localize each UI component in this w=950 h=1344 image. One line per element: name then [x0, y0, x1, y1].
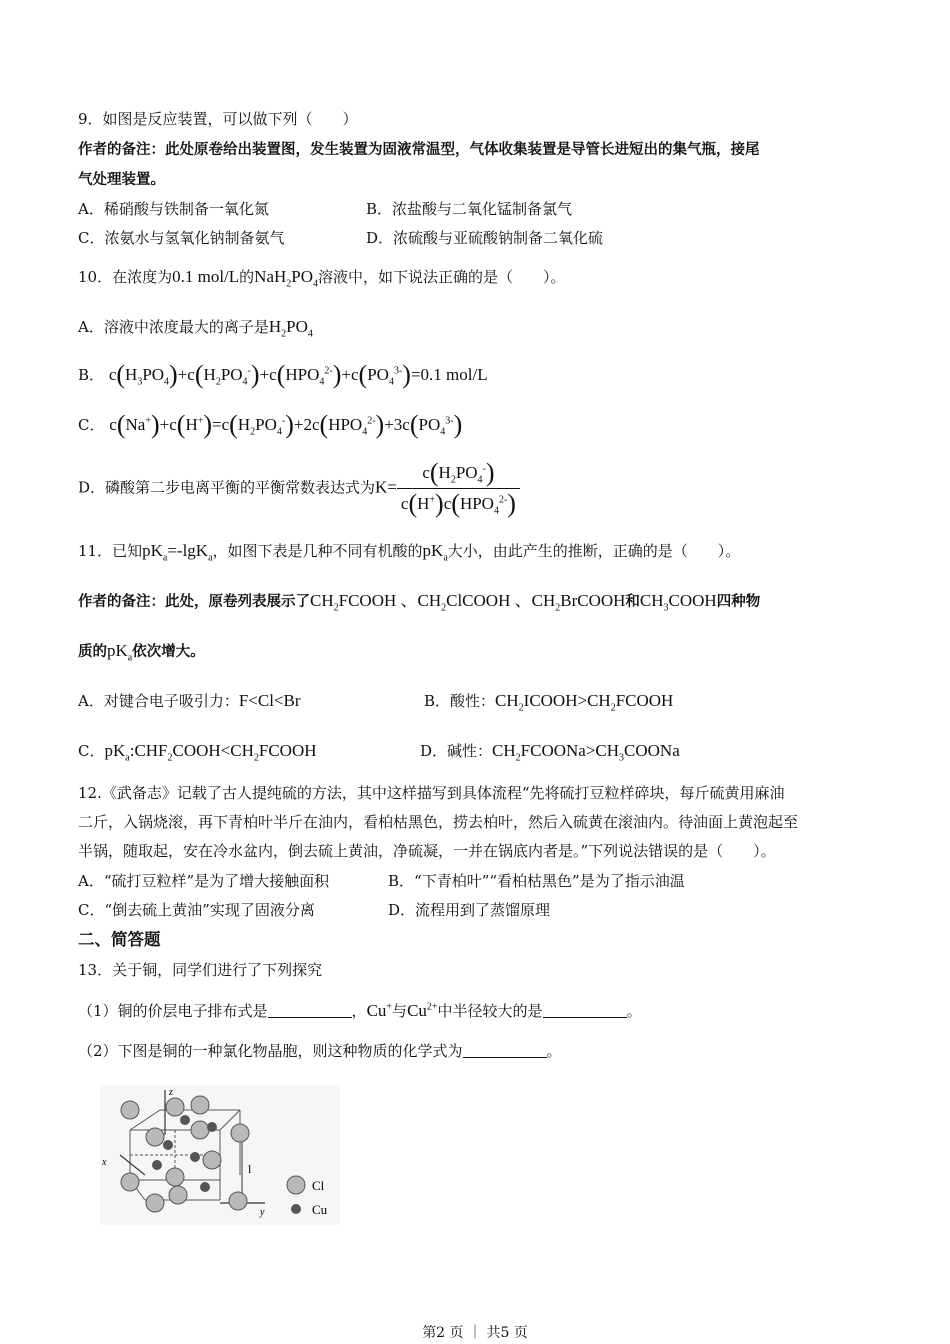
q10-stem-post: 溶液中，如下说法正确的是（ ）。 — [318, 268, 566, 286]
q13-part2-pre: （2）下图是铜的一种氯化物晶胞，则这种物质的化学式为 — [78, 1042, 463, 1060]
answer-blank-1[interactable] — [268, 1003, 352, 1018]
q10-option-c-equation: $c(Na^+)+c(H^+)=c(H_2PO_4^-)+2c(HPO_4^{2-})+3c(PO_4^{3-})$ — [109, 410, 463, 439]
q10-option-d — [78, 460, 520, 517]
section-title: 二、简答题 — [78, 930, 161, 949]
q9-note-line1: 作者的备注：此处原卷给出装置图，发生装置为固液常温型，气体收集装置是导管长进短出的集气瓶，接尾 — [78, 141, 760, 158]
q10-option-b-equation: $c(H_3PO_4)+c(H_2PO_4^-)+c(HPO_4^{2-})+c(PO_4^{3-})$ — [108, 360, 411, 389]
q12-option-a: A．“硫打豆粒样”是为了增大接触面积 — [78, 872, 330, 890]
cu-plus: Cu+ — [366, 1001, 393, 1020]
q10-stem — [78, 266, 566, 288]
q10-option-c-label: C． — [78, 416, 105, 434]
q11-note-line1 — [78, 590, 760, 613]
q11-option-c-label: C． — [78, 742, 105, 760]
answer-blank-2[interactable] — [543, 1003, 627, 1018]
edge-length-label: l — [248, 1162, 252, 1176]
q13-part1-and: 与 — [392, 1002, 408, 1020]
q13-part1-mid: ， — [351, 1002, 367, 1020]
q10-stem-mid: 的 — [239, 268, 255, 286]
axis-y-label: y — [260, 1207, 265, 1218]
q10-formula: $NaH_2PO_4$ — [254, 267, 319, 290]
cu-2plus: $Cu^{2+}$ — [407, 1001, 438, 1020]
q10-option-d-text: D．磷酸第二步电离平衡的平衡常数表达式为 — [78, 478, 376, 497]
page-footer: 第2 页 ｜ 共5 页 — [422, 1325, 528, 1341]
q10-k-symbol: K= — [375, 477, 397, 497]
q11-note2-post: 依次增大。 — [132, 643, 205, 660]
q12-line3: 半锅，随取起，安在冷水盆内，倒去硫上黄油，净硫凝，一并在锅底内者是。”下列说法错误的是（ ）。 — [78, 842, 776, 860]
q11-option-a-label: A．对键合电子吸引力： — [78, 692, 239, 710]
q11-note-pre: 作者的备注：此处，原卷列表展示了 — [78, 593, 310, 610]
q9-stem: 9．如图是反应装置，可以做下列（ ） — [78, 110, 358, 128]
legend-cu-label: Cu — [312, 1202, 328, 1217]
q11-note-and: 和 — [625, 593, 640, 610]
crystal-cell-figure — [100, 1085, 360, 1225]
axis-x-label: x — [102, 1157, 107, 1168]
q13-part1-pre: （1）铜的价层电子排布式是 — [78, 1002, 268, 1020]
q13-stem: 13．关于铜，同学们进行了下列探究 — [78, 961, 323, 979]
q10-option-b-tail: =0.1 mol/L — [410, 365, 488, 384]
q12-line2: 二斤，入锅烧滚，再下青柏叶半斤在油内，看柏枯黑色，捞去柏叶，然后入硫黄在滚油内。待油面上黄泡起至 — [78, 813, 799, 831]
q11-option-d-label: D．碱性： — [420, 742, 493, 760]
q12-option-b: B．“下青柏叶”“看柏枯黑色”是为了指示油温 — [388, 872, 685, 890]
q13-part2-end: 。 — [546, 1042, 562, 1060]
q11-option-b-label: B．酸性： — [424, 692, 496, 710]
q10-k-fraction: $\frac{c(H_2PO_4^-)}{c(H^+)c(HPO_4^{2-})}$ — [397, 460, 520, 517]
q11-option-d — [420, 740, 680, 762]
q10-option-a-formula: $H_2PO_4$ — [268, 317, 313, 340]
q9-option-a: A．稀硝酸与铁制备一氧化氮 — [78, 200, 269, 218]
q12-line1: 12.《武备志》记载了古人提纯硫的方法，其中这样描写到具体流程“先将硫打豆粒样碎块，每斤硫黄用麻油 — [78, 784, 785, 802]
q10-option-a-text: A．溶液中浓度最大的离子是 — [78, 318, 269, 336]
answer-blank-3[interactable] — [463, 1043, 547, 1058]
q13-part2 — [78, 1040, 562, 1062]
q10-option-b — [78, 360, 488, 389]
q11-option-c — [78, 740, 317, 762]
q11-note-formulas: $CH_2FCOOH$ 、$CH_2ClCOOH$ 、$CH_2BrCOOH$ — [310, 591, 626, 614]
q12-option-d: D．流程用到了蒸馏原理 — [388, 901, 551, 919]
q11-note-acetic: $CH_3COOH$ — [639, 591, 717, 614]
q10-option-b-label: B． — [78, 366, 105, 384]
q11-stem — [78, 540, 740, 562]
q13-part1 — [78, 1000, 642, 1022]
q9-option-b: B．浓盐酸与二氧化锰制备氯气 — [366, 200, 573, 218]
q11-note-line2 — [78, 640, 205, 663]
axis-z-label: z — [169, 1087, 173, 1098]
q11-note-post: 四种物 — [716, 593, 761, 610]
legend-cl-label: Cl — [312, 1178, 325, 1193]
q11-option-c-value: $pK_a:CHF_2COOH<CH_2FCOOH$ — [104, 741, 317, 764]
q11-stem-mid: ，如图下表是几种不同有机酸的 — [212, 542, 423, 560]
q12-option-c: C．“倒去硫上黄油”实现了固液分离 — [78, 901, 315, 919]
q9-option-c: C．浓氨水与氢氧化钠制备氨气 — [78, 229, 285, 247]
q11-note2-pka: $pK_a$ — [107, 641, 133, 664]
q11-pka: $pK_a$ — [422, 541, 448, 564]
q11-option-b-value: $CH_2ICOOH>CH_2FCOOH$ — [495, 691, 674, 714]
q13-part1-end: 。 — [626, 1002, 642, 1020]
q11-option-b — [424, 690, 673, 712]
q11-option-a-value: F<Cl<Br — [238, 691, 301, 710]
q9-option-d: D．浓硫酸与亚硫酸钠制备二氧化硫 — [366, 229, 604, 247]
q11-option-a — [78, 690, 301, 712]
legend-cl-marker — [287, 1176, 305, 1194]
q11-note2-pre: 质的 — [78, 643, 107, 660]
q11-option-d-value: $CH_2FCOONa>CH_3COONa$ — [492, 741, 680, 764]
legend-cu-marker — [291, 1204, 301, 1214]
q13-part1-post: 中半径较大的是 — [437, 1002, 543, 1020]
q11-stem-pre: 11．已知 — [78, 542, 143, 560]
q10-option-a — [78, 316, 313, 338]
q10-stem-pre: 10．在浓度为 — [78, 268, 173, 286]
q10-concentration: 0.1 mol/L — [172, 267, 240, 286]
q9-note-line2: 气处理装置。 — [78, 171, 165, 188]
q11-pka-def: $pK_a=-\lg K_a$ — [142, 541, 213, 564]
q11-stem-post: 大小，由此产生的推断，正确的是（ ）。 — [447, 542, 741, 560]
q10-option-c — [78, 410, 463, 439]
